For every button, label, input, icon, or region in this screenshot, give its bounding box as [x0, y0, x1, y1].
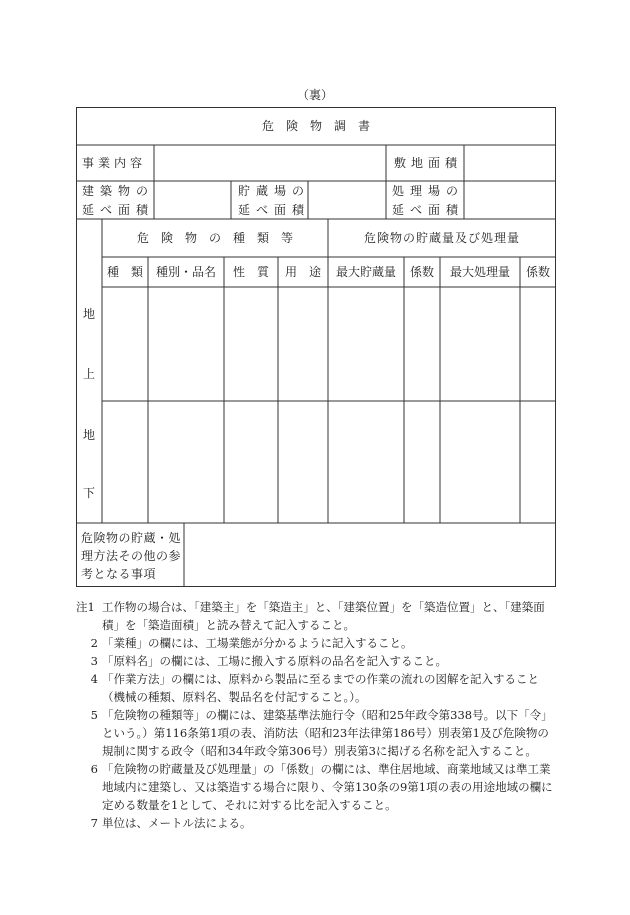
processing-floor-area-label-line2: 延べ面積 — [392, 203, 465, 217]
note-number: 注1 — [76, 600, 95, 614]
column-header-max-processing: 最大処理量 — [449, 265, 510, 279]
remarks-label: 危険物の貯蔵・処理方法その他の参考となる事項 — [81, 531, 182, 581]
note-item — [76, 652, 560, 670]
notes-section — [76, 598, 560, 832]
note-number: 4 — [90, 672, 98, 686]
column-header-coefficient-storage: 係数 — [409, 265, 434, 279]
note-number: 6 — [90, 762, 98, 776]
form-grid-lines — [76, 107, 556, 587]
note-number: 5 — [90, 708, 98, 722]
note-text: 工作物の場合は、「建築主」を「築造主」と、「建築位置」を「築造位置」と、「建築面積」を「築造面積」と読み替えて記入すること。 — [102, 600, 545, 632]
note-number: 7 — [90, 816, 98, 830]
note-item — [76, 760, 560, 814]
note-text: 単位は、メートル法による。 — [102, 816, 252, 830]
processing-floor-area-label-line1: 処理場の — [392, 184, 465, 198]
storage-processing-group-header: 危険物の貯蔵量及び処理量 — [363, 231, 520, 245]
building-floor-area-label-line2: 延べ面積 — [82, 203, 155, 217]
hazardous-materials-form — [76, 107, 556, 587]
business-content-label: 事業内容 — [82, 156, 147, 170]
row-label-underground-2: 下 — [83, 486, 96, 500]
note-item — [76, 634, 560, 652]
note-item — [76, 598, 560, 634]
column-header-use: 用 途 — [284, 265, 321, 279]
page-side-label: （裏） — [296, 88, 333, 102]
note-item — [76, 814, 560, 832]
note-text: 「業種」の欄には、工場業態が分かるように記入すること。 — [102, 636, 413, 650]
note-number: 3 — [90, 654, 98, 668]
storage-floor-area-label-line1: 貯蔵場の — [238, 184, 311, 198]
note-item — [76, 706, 560, 760]
column-header-max-storage: 最大貯蔵量 — [335, 265, 396, 279]
row-label-above-ground-2: 上 — [83, 367, 96, 381]
hazardous-types-group-header: 危 険 物 の 種 類 等 — [136, 231, 293, 245]
note-number: 2 — [90, 636, 98, 650]
column-header-coefficient-processing: 係数 — [525, 265, 550, 279]
storage-floor-area-label-line2: 延べ面積 — [238, 203, 311, 217]
note-text: 「原料名」の欄には、工場に搬入する原料の品名を記入すること。 — [102, 654, 447, 668]
form-title: 危 険 物 調 書 — [261, 119, 370, 133]
row-label-above-ground-1: 地 — [83, 307, 96, 321]
note-text: 「危険物の種類等」の欄には、建築基準法施行令（昭和25年政令第338号。以下「令」という。）第116条第1項の表、消防法（昭和23年法律第186号）別表第1及び危険物の規制に関する政令（昭和34年政令第306号）別表第3に掲げる名称を記入すること。 — [102, 708, 553, 758]
note-item — [76, 670, 560, 706]
column-header-property: 性 質 — [232, 265, 269, 279]
row-label-underground-1: 地 — [83, 428, 96, 442]
column-header-category-name: 種別・品名 — [155, 265, 216, 279]
site-area-label: 敷地面積 — [394, 156, 463, 170]
column-header-type: 種 類 — [106, 265, 143, 279]
note-text: 「作業方法」の欄には、原料から製品に至るまでの作業の流れの図解を記入すること（機械の種類、原料名、製品名を付記すること。）。 — [102, 672, 539, 704]
note-text: 「危険物の貯蔵量及び処理量」の「係数」の欄には、準住居地域、商業地域又は準工業地域内に建築し、又は築造する場合に限り、令第130条の9第1項の表の用途地域の欄に定める数量を1として、それに対する比を記入すること。 — [102, 762, 553, 812]
building-floor-area-label-line1: 建築物の — [82, 184, 155, 198]
